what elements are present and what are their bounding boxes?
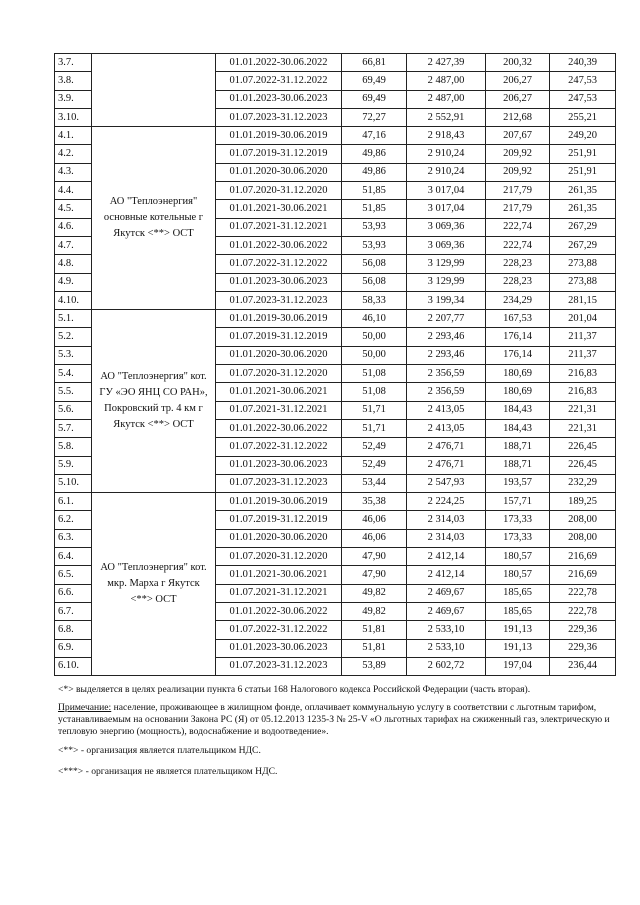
organization-cell bbox=[92, 54, 216, 127]
value-cell: 2 918,43 bbox=[407, 127, 486, 145]
value-cell: 261,35 bbox=[550, 200, 616, 218]
value-cell: 53,89 bbox=[342, 657, 407, 675]
period-cell: 01.07.2023-31.12.2023 bbox=[216, 108, 342, 126]
value-cell: 236,44 bbox=[550, 657, 616, 675]
value-cell: 2 487,00 bbox=[407, 72, 486, 90]
value-cell: 157,71 bbox=[486, 493, 550, 511]
note-star: <*> выделяется в целях реализации пункта 6 статьи 168 Налогового кодекса Российской Федерации (часть вторая). bbox=[58, 684, 531, 695]
value-cell: 211,37 bbox=[550, 346, 616, 364]
value-cell: 46,10 bbox=[342, 310, 407, 328]
value-cell: 49,86 bbox=[342, 145, 407, 163]
row-number: 4.8. bbox=[55, 255, 92, 273]
period-cell: 01.07.2019-31.12.2019 bbox=[216, 328, 342, 346]
period-cell: 01.01.2022-30.06.2022 bbox=[216, 236, 342, 254]
value-cell: 58,33 bbox=[342, 291, 407, 309]
period-cell: 01.01.2021-30.06.2021 bbox=[216, 383, 342, 401]
value-cell: 209,92 bbox=[486, 145, 550, 163]
value-cell: 2 412,14 bbox=[407, 548, 486, 566]
value-cell: 267,29 bbox=[550, 236, 616, 254]
organization-cell: АО "Теплоэнергия" кот. мкр. Марха г Якутск <**> ОСТ bbox=[92, 493, 216, 676]
value-cell: 180,69 bbox=[486, 365, 550, 383]
value-cell: 200,32 bbox=[486, 54, 550, 72]
value-cell: 207,67 bbox=[486, 127, 550, 145]
value-cell: 3 129,99 bbox=[407, 255, 486, 273]
value-cell: 2 602,72 bbox=[407, 657, 486, 675]
value-cell: 176,14 bbox=[486, 346, 550, 364]
value-cell: 53,93 bbox=[342, 236, 407, 254]
row-number: 5.1. bbox=[55, 310, 92, 328]
value-cell: 3 129,99 bbox=[407, 273, 486, 291]
period-cell: 01.01.2022-30.06.2022 bbox=[216, 54, 342, 72]
value-cell: 69,49 bbox=[342, 72, 407, 90]
value-cell: 216,69 bbox=[550, 566, 616, 584]
value-cell: 216,83 bbox=[550, 365, 616, 383]
value-cell: 201,04 bbox=[550, 310, 616, 328]
value-cell: 188,71 bbox=[486, 456, 550, 474]
value-cell: 49,82 bbox=[342, 584, 407, 602]
value-cell: 222,74 bbox=[486, 218, 550, 236]
value-cell: 221,31 bbox=[550, 401, 616, 419]
row-number: 5.8. bbox=[55, 438, 92, 456]
value-cell: 176,14 bbox=[486, 328, 550, 346]
value-cell: 206,27 bbox=[486, 90, 550, 108]
value-cell: 216,69 bbox=[550, 548, 616, 566]
tariff-table-body bbox=[55, 54, 616, 676]
period-cell: 01.01.2023-30.06.2023 bbox=[216, 639, 342, 657]
period-cell: 01.01.2022-30.06.2022 bbox=[216, 419, 342, 437]
period-cell: 01.01.2022-30.06.2022 bbox=[216, 602, 342, 620]
value-cell: 173,33 bbox=[486, 529, 550, 547]
note-vat-nonpayer: <***> - организация не является плательщиком НДС. bbox=[58, 766, 278, 777]
row-number: 5.10. bbox=[55, 474, 92, 492]
row-number: 6.5. bbox=[55, 566, 92, 584]
value-cell: 173,33 bbox=[486, 511, 550, 529]
value-cell: 193,57 bbox=[486, 474, 550, 492]
row-number: 6.7. bbox=[55, 602, 92, 620]
value-cell: 51,71 bbox=[342, 419, 407, 437]
value-cell: 251,91 bbox=[550, 163, 616, 181]
value-cell: 2 314,03 bbox=[407, 529, 486, 547]
value-cell: 46,06 bbox=[342, 511, 407, 529]
value-cell: 2 533,10 bbox=[407, 621, 486, 639]
value-cell: 217,79 bbox=[486, 200, 550, 218]
value-cell: 232,29 bbox=[550, 474, 616, 492]
period-cell: 01.07.2023-31.12.2023 bbox=[216, 474, 342, 492]
value-cell: 2 427,39 bbox=[407, 54, 486, 72]
value-cell: 47,16 bbox=[342, 127, 407, 145]
value-cell: 53,44 bbox=[342, 474, 407, 492]
row-number: 5.7. bbox=[55, 419, 92, 437]
value-cell: 3 069,36 bbox=[407, 236, 486, 254]
value-cell: 51,85 bbox=[342, 200, 407, 218]
row-number: 6.8. bbox=[55, 621, 92, 639]
row-number: 3.8. bbox=[55, 72, 92, 90]
value-cell: 2 476,71 bbox=[407, 456, 486, 474]
row-number: 4.10. bbox=[55, 291, 92, 309]
value-cell: 191,13 bbox=[486, 621, 550, 639]
value-cell: 2 910,24 bbox=[407, 163, 486, 181]
row-number: 5.9. bbox=[55, 456, 92, 474]
value-cell: 2 413,05 bbox=[407, 419, 486, 437]
value-cell: 50,00 bbox=[342, 346, 407, 364]
value-cell: 56,08 bbox=[342, 255, 407, 273]
value-cell: 189,25 bbox=[550, 493, 616, 511]
value-cell: 180,57 bbox=[486, 548, 550, 566]
row-number: 4.3. bbox=[55, 163, 92, 181]
row-number: 4.1. bbox=[55, 127, 92, 145]
period-cell: 01.01.2023-30.06.2023 bbox=[216, 273, 342, 291]
organization-cell: АО "Теплоэнергия" кот. ГУ «ЭО ЯНЦ СО РАН», Покровский тр. 4 км г Якутск <**> ОСТ bbox=[92, 310, 216, 493]
value-cell: 221,31 bbox=[550, 419, 616, 437]
value-cell: 2 552,91 bbox=[407, 108, 486, 126]
value-cell: 2 469,67 bbox=[407, 584, 486, 602]
value-cell: 228,23 bbox=[486, 255, 550, 273]
period-cell: 01.01.2019-30.06.2019 bbox=[216, 493, 342, 511]
organization-cell: АО "Теплоэнергия" основные котельные г Якутск <**> ОСТ bbox=[92, 127, 216, 310]
value-cell: 52,49 bbox=[342, 456, 407, 474]
value-cell: 222,78 bbox=[550, 602, 616, 620]
value-cell: 2 356,59 bbox=[407, 365, 486, 383]
value-cell: 212,68 bbox=[486, 108, 550, 126]
row-number: 5.3. bbox=[55, 346, 92, 364]
row-number: 4.9. bbox=[55, 273, 92, 291]
value-cell: 267,29 bbox=[550, 218, 616, 236]
row-number: 4.5. bbox=[55, 200, 92, 218]
period-cell: 01.07.2020-31.12.2020 bbox=[216, 548, 342, 566]
value-cell: 2 910,24 bbox=[407, 145, 486, 163]
value-cell: 185,65 bbox=[486, 584, 550, 602]
period-cell: 01.01.2023-30.06.2023 bbox=[216, 456, 342, 474]
value-cell: 53,93 bbox=[342, 218, 407, 236]
value-cell: 251,91 bbox=[550, 145, 616, 163]
period-cell: 01.07.2021-31.12.2021 bbox=[216, 584, 342, 602]
value-cell: 208,00 bbox=[550, 529, 616, 547]
period-cell: 01.07.2021-31.12.2021 bbox=[216, 218, 342, 236]
value-cell: 184,43 bbox=[486, 401, 550, 419]
value-cell: 2 224,25 bbox=[407, 493, 486, 511]
period-cell: 01.07.2022-31.12.2022 bbox=[216, 255, 342, 273]
note-vat-payer: <**> - организация является плательщиком НДС. bbox=[58, 745, 261, 756]
value-cell: 3 017,04 bbox=[407, 200, 486, 218]
row-number: 6.3. bbox=[55, 529, 92, 547]
value-cell: 3 069,36 bbox=[407, 218, 486, 236]
tariff-table bbox=[54, 53, 616, 676]
row-number: 3.7. bbox=[55, 54, 92, 72]
value-cell: 273,88 bbox=[550, 273, 616, 291]
row-number: 5.5. bbox=[55, 383, 92, 401]
value-cell: 197,04 bbox=[486, 657, 550, 675]
value-cell: 51,08 bbox=[342, 365, 407, 383]
value-cell: 2 547,93 bbox=[407, 474, 486, 492]
row-number: 4.2. bbox=[55, 145, 92, 163]
period-cell: 01.07.2023-31.12.2023 bbox=[216, 657, 342, 675]
row-number: 4.4. bbox=[55, 182, 92, 200]
period-cell: 01.07.2020-31.12.2020 bbox=[216, 182, 342, 200]
period-cell: 01.01.2020-30.06.2020 bbox=[216, 346, 342, 364]
value-cell: 180,69 bbox=[486, 383, 550, 401]
value-cell: 35,38 bbox=[342, 493, 407, 511]
period-cell: 01.01.2019-30.06.2019 bbox=[216, 127, 342, 145]
value-cell: 226,45 bbox=[550, 456, 616, 474]
period-cell: 01.01.2020-30.06.2020 bbox=[216, 529, 342, 547]
value-cell: 51,08 bbox=[342, 383, 407, 401]
value-cell: 2 207,77 bbox=[407, 310, 486, 328]
value-cell: 46,06 bbox=[342, 529, 407, 547]
row-number: 4.6. bbox=[55, 218, 92, 236]
row-number: 4.7. bbox=[55, 236, 92, 254]
value-cell: 51,81 bbox=[342, 639, 407, 657]
value-cell: 47,90 bbox=[342, 566, 407, 584]
value-cell: 273,88 bbox=[550, 255, 616, 273]
value-cell: 261,35 bbox=[550, 182, 616, 200]
row-number: 6.10. bbox=[55, 657, 92, 675]
value-cell: 56,08 bbox=[342, 273, 407, 291]
value-cell: 66,81 bbox=[342, 54, 407, 72]
value-cell: 2 413,05 bbox=[407, 401, 486, 419]
value-cell: 3 017,04 bbox=[407, 182, 486, 200]
row-number: 5.4. bbox=[55, 365, 92, 383]
value-cell: 2 293,46 bbox=[407, 346, 486, 364]
value-cell: 185,65 bbox=[486, 602, 550, 620]
value-cell: 2 412,14 bbox=[407, 566, 486, 584]
note-remark bbox=[58, 702, 623, 738]
period-cell: 01.07.2023-31.12.2023 bbox=[216, 291, 342, 309]
value-cell: 2 533,10 bbox=[407, 639, 486, 657]
table-row bbox=[55, 54, 616, 72]
period-cell: 01.07.2022-31.12.2022 bbox=[216, 438, 342, 456]
period-cell: 01.07.2022-31.12.2022 bbox=[216, 72, 342, 90]
period-cell: 01.07.2021-31.12.2021 bbox=[216, 401, 342, 419]
note-remark-label: Примечание: bbox=[58, 702, 112, 713]
value-cell: 52,49 bbox=[342, 438, 407, 456]
table-row bbox=[55, 127, 616, 145]
value-cell: 2 487,00 bbox=[407, 90, 486, 108]
value-cell: 2 293,46 bbox=[407, 328, 486, 346]
row-number: 6.2. bbox=[55, 511, 92, 529]
value-cell: 228,23 bbox=[486, 273, 550, 291]
value-cell: 2 469,67 bbox=[407, 602, 486, 620]
value-cell: 180,57 bbox=[486, 566, 550, 584]
period-cell: 01.07.2020-31.12.2020 bbox=[216, 365, 342, 383]
value-cell: 51,81 bbox=[342, 621, 407, 639]
value-cell: 51,85 bbox=[342, 182, 407, 200]
value-cell: 188,71 bbox=[486, 438, 550, 456]
value-cell: 72,27 bbox=[342, 108, 407, 126]
value-cell: 49,86 bbox=[342, 163, 407, 181]
table-row bbox=[55, 493, 616, 511]
value-cell: 247,53 bbox=[550, 90, 616, 108]
value-cell: 229,36 bbox=[550, 621, 616, 639]
value-cell: 2 476,71 bbox=[407, 438, 486, 456]
value-cell: 229,36 bbox=[550, 639, 616, 657]
value-cell: 191,13 bbox=[486, 639, 550, 657]
value-cell: 208,00 bbox=[550, 511, 616, 529]
value-cell: 249,20 bbox=[550, 127, 616, 145]
value-cell: 281,15 bbox=[550, 291, 616, 309]
value-cell: 47,90 bbox=[342, 548, 407, 566]
value-cell: 217,79 bbox=[486, 182, 550, 200]
period-cell: 01.07.2019-31.12.2019 bbox=[216, 511, 342, 529]
value-cell: 234,29 bbox=[486, 291, 550, 309]
value-cell: 3 199,34 bbox=[407, 291, 486, 309]
row-number: 3.10. bbox=[55, 108, 92, 126]
row-number: 6.9. bbox=[55, 639, 92, 657]
period-cell: 01.01.2021-30.06.2021 bbox=[216, 200, 342, 218]
value-cell: 50,00 bbox=[342, 328, 407, 346]
note-remark-text: население, проживающее в жилищном фонде, оплачивает коммунальную услугу в соответствии с льготным тарифом, устанавливаемым на основании Закона РС (Я) от 05.12.2013 1235-З № 25-V «О льготных тарифах на сжиженный газ, электрическую и тепловую энергию (мощность), водоснабжение и водоотведение». bbox=[58, 702, 610, 737]
row-number: 5.2. bbox=[55, 328, 92, 346]
value-cell: 167,53 bbox=[486, 310, 550, 328]
value-cell: 206,27 bbox=[486, 72, 550, 90]
value-cell: 255,21 bbox=[550, 108, 616, 126]
period-cell: 01.01.2023-30.06.2023 bbox=[216, 90, 342, 108]
value-cell: 49,82 bbox=[342, 602, 407, 620]
value-cell: 209,92 bbox=[486, 163, 550, 181]
value-cell: 211,37 bbox=[550, 328, 616, 346]
row-number: 6.4. bbox=[55, 548, 92, 566]
value-cell: 226,45 bbox=[550, 438, 616, 456]
period-cell: 01.07.2022-31.12.2022 bbox=[216, 621, 342, 639]
value-cell: 247,53 bbox=[550, 72, 616, 90]
value-cell: 69,49 bbox=[342, 90, 407, 108]
table-row bbox=[55, 310, 616, 328]
value-cell: 51,71 bbox=[342, 401, 407, 419]
period-cell: 01.07.2019-31.12.2019 bbox=[216, 145, 342, 163]
value-cell: 240,39 bbox=[550, 54, 616, 72]
value-cell: 2 314,03 bbox=[407, 511, 486, 529]
row-number: 6.1. bbox=[55, 493, 92, 511]
period-cell: 01.01.2021-30.06.2021 bbox=[216, 566, 342, 584]
row-number: 6.6. bbox=[55, 584, 92, 602]
value-cell: 222,74 bbox=[486, 236, 550, 254]
value-cell: 222,78 bbox=[550, 584, 616, 602]
period-cell: 01.01.2020-30.06.2020 bbox=[216, 163, 342, 181]
value-cell: 216,83 bbox=[550, 383, 616, 401]
value-cell: 2 356,59 bbox=[407, 383, 486, 401]
value-cell: 184,43 bbox=[486, 419, 550, 437]
row-number: 5.6. bbox=[55, 401, 92, 419]
row-number: 3.9. bbox=[55, 90, 92, 108]
period-cell: 01.01.2019-30.06.2019 bbox=[216, 310, 342, 328]
